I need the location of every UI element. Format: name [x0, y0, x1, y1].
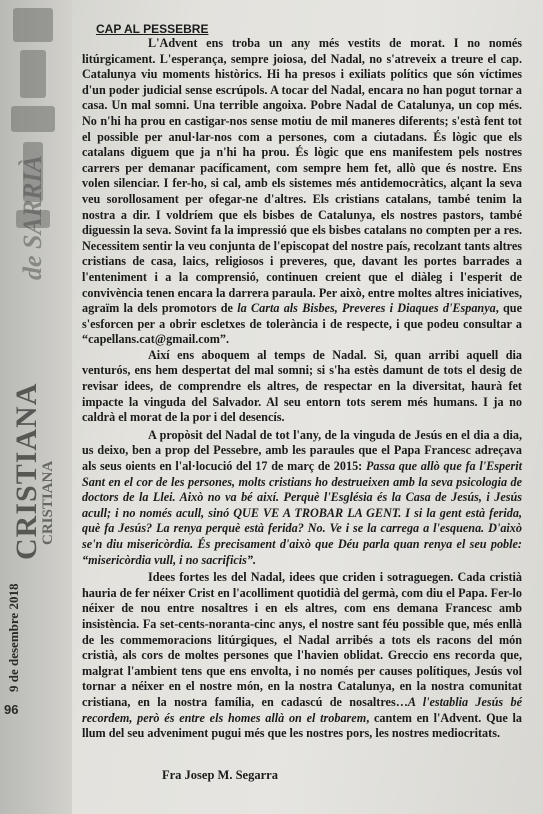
paragraph-4-text: Idees fortes les del Nadal, idees que criden i sotraguegen. Cada cristià hauria de fer néixer Crist en l'acolliment quotidià del germà, com diu el Papa. Fer-lo néixer de nou entre nosaltres i en els altres, com ens demana Francesc amb insistència. Fa set-cents-noranta-cinc anys, el nostre sant féu possible que, més enllà de les commemoracions litúrgiques, el Nadal arribés a tots els racons del món cristià, als cors de moltes persones que l'havien oblidat. Greccio ens recorda que, malgrat l'ambient tens que ens envolta, i no només per causes polítiques, Jesús vol tornar a néixer en el nostre món, en la nostra Catalunya, en la nostra comunitat cristiana, en la nostra família, en cadascú de nosaltres… — [82, 570, 522, 709]
page-number: 96 — [4, 702, 19, 717]
paragraph-4 — [82, 570, 522, 742]
article — [82, 22, 522, 783]
paragraph-1-emphasis: la Carta als Bisbes, Preveres i Diaques d'Espanya — [237, 301, 496, 316]
left-margin-strip — [0, 0, 72, 814]
paragraph-1 — [82, 36, 522, 348]
paragraph-2: Així ens aboquem al temps de Nadal. Si, quan arribi aquell dia venturós, ens hem despertat del mal somni; si s'ha estès damunt de tots el desig de revisar idees, de comprendre els altres, de respectar en la diversitat, haurà fet impacte la vinguda del Salvador. Al seu entorn tots serem més humans. I ja no caldrà el morat de la por i del desencís. — [82, 347, 522, 425]
advent-song-quote: A l'establia Jesús bé recordem, però és entre els homes allà on el trobarem — [82, 694, 523, 725]
paragraph-3-text: A propòsit del Nadal de tot l'any, de la vinguda de Jesús en el dia a dia, us deixo, ben a prop del Pessebre, amb les paraules que el Papa Francesc adreçava als seus oients en l'al·locució del 17 de març de 2015: — [82, 427, 522, 474]
paragraph-1-end: , que s'esforcen per a obrir escletxes de tolerància i de respecte, i que podeu consultar a “capellans.cat@gmail.com”. — [82, 301, 522, 347]
masthead-vertical-small: CRISTIANA — [40, 460, 56, 545]
paragraph-1-text: L'Advent ens troba un any més vestits de morat. I no només litúrgicament. L'esperança, sempre joiosa, del Nadal, no s'atreveix a treure el cap. Catalunya viu moments històrics. Hi ha presos i exiliats polítics que són víctimes d'un poder judicial sense escrúpols. A tocar del Nadal, encara no han pogut tornar a casa. Un mal somni. Una terrible angoixa. Pobre Nadal de Catalunya, un cop més. No n'hi ha prou en castigar-nos sense motiu de mil maneres diferents; s'està fent tot el possible per anul·lar-nos com a persones, com a ciutadans. És lògic que els catalans diguem que ja n'hi ha prou. És lògic que ens manifestem pels nostres carrers per demanar pacíficament, com sempre hem fet, allò que és nostre. Ens volen silenciar. I fer-ho, si cal, amb els sistemes més antidemocràtics, alçant la seva veu sorollosament per ofegar-ne d'altres. Els cristians catalans, també tenim la nostra a dir. I voldríem que els bisbes de Catalunya, els nostres pastors, també diguessin la seva. Sovint fa la impressió que els bisbes catalans no compten per a res. Necessitem sentir la veu conjunta de l'episcopat del nostre país, recolzant tants altres cristians de casa, laics, religiosos i preveres, que, davant les portes barrades a l'enteniment i a la comprensió, continuen creient que el diàleg i l'esperit de convivència tenen encara la darrera paraula. Per això, entre moltes altres iniciatives, agraïm la dels promotors de — [82, 36, 522, 316]
article-title: CAP AL PESSEBRE — [96, 22, 209, 36]
paragraph-4-end: , cantem en l'Advent. Que la llum del seu adveniment pugui més que les nostres pors, les nostres mediocritats. — [82, 710, 522, 741]
margin-bleed-title: de SARRIÀ — [18, 155, 47, 280]
issue-date: 9 de desembre 2018 — [6, 583, 21, 692]
pope-quote: Passa que allò que fa l'Esperit Sant en el cor de les persones, molts cristians ho destrueixen amb la seva psicologia de doctors de la Llei. Això no va bé així. Perquè l'Església és la Casa de Jesús, i Jesús acull; i no només acull, sinó QUE VE A TROBAR LA GENT. I si la gent està ferida, què fa Jesús? La renya perquè està ferida? No. Ve i se la carrega a l'esquena. D'això se'n diu misericòrdia. És precisament d'això que Déu parla quan renya el seu poble: “misericòrdia vull, i no sacrificis”. — [82, 459, 522, 567]
masthead-vertical: CRISTIANA — [10, 382, 43, 560]
author-signature: Fra Josep M. Segarra — [162, 767, 278, 782]
paragraph-3 — [82, 428, 522, 568]
